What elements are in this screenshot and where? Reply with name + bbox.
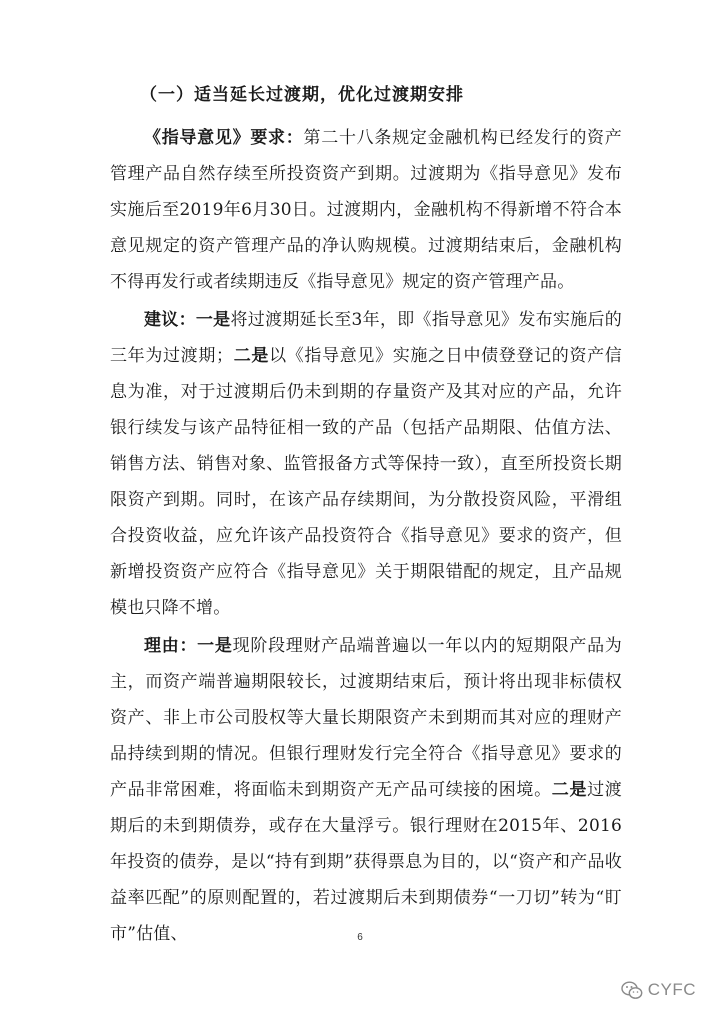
suggestion-point1-label: 一是	[195, 310, 231, 330]
suggestion-point2-text: 以《指导意见》实施之日中债登登记的资产信息为准，对于过渡期后仍未到期的存量资产及其对应的产品，允许银行续发与该产品特征相一致的产品（包括产品期限、估值方法、销售方法、销售对象、监管报备方式等保持一致），直至所投资长期限资产到期。同时，在该产品存续期间，为分散投资风险，平滑组合投资收益，应允许该产品投资符合《指导意见》要求的资产，但新增投资资产应符合《指导意见》关于期限错配的规定，且产品规模也只降不增。	[110, 346, 623, 618]
page-number: 6	[357, 932, 363, 943]
suggestion-lead: 建议：	[144, 310, 196, 330]
reason-point2-label: 二是	[551, 780, 588, 800]
suggestion-point2-label: 二是	[233, 346, 270, 366]
reason-lead: 理由：	[144, 636, 198, 656]
watermark-text: CYFC	[647, 980, 696, 999]
reason-point1-label: 一是	[197, 636, 233, 656]
paragraph-suggestion	[110, 302, 622, 626]
reason-point1-text: 现阶段理财产品端普遍以一年以内的短期限产品为主，而资产端普遍期限较长，过渡期结束后，预计将出现非标债权资产、非上市公司股权等大量长期限资产未到期而其对应的理财产品持续到期的情况。但银行理财发行完全符合《指导意见》要求的产品非常困难，将面临未到期资产无产品可续接的困境。	[110, 636, 622, 800]
suggestion-point1-text: 将过渡期延长至3年，即《指导意见》发布实施后的三年为过渡期；	[110, 310, 622, 366]
reason-point2-text: 过渡期后的未到期债券，或存在大量浮亏。银行理财在2015年、2016年投资的债券，是以“持有到期”获得票息为目的，以“资产和产品收益率匹配”的原则配置的，若过渡期后未到期债券“一刀切”转为“盯市”估值、	[110, 780, 622, 944]
requirement-lead: 《指导意见》要求：	[144, 128, 304, 148]
paragraph-requirement	[110, 120, 622, 300]
wechat-icon	[621, 981, 643, 1000]
section-heading: （一）适当延长过渡期，优化过渡期安排	[140, 85, 464, 105]
watermark	[621, 980, 696, 1000]
requirement-text: 第二十八条规定金融机构已经发行的资产管理产品自然存续至所投资资产到期。过渡期为《指导意见》发布实施后至2019年6月30日。过渡期内，金融机构不得新增不符合本意见规定的资产管理产品的净认购规模。过渡期结束后，金融机构不得再发行或者续期违反《指导意见》规定的资产管理产品。	[110, 128, 622, 292]
document-body	[110, 84, 622, 954]
paragraph-reason	[110, 628, 622, 952]
